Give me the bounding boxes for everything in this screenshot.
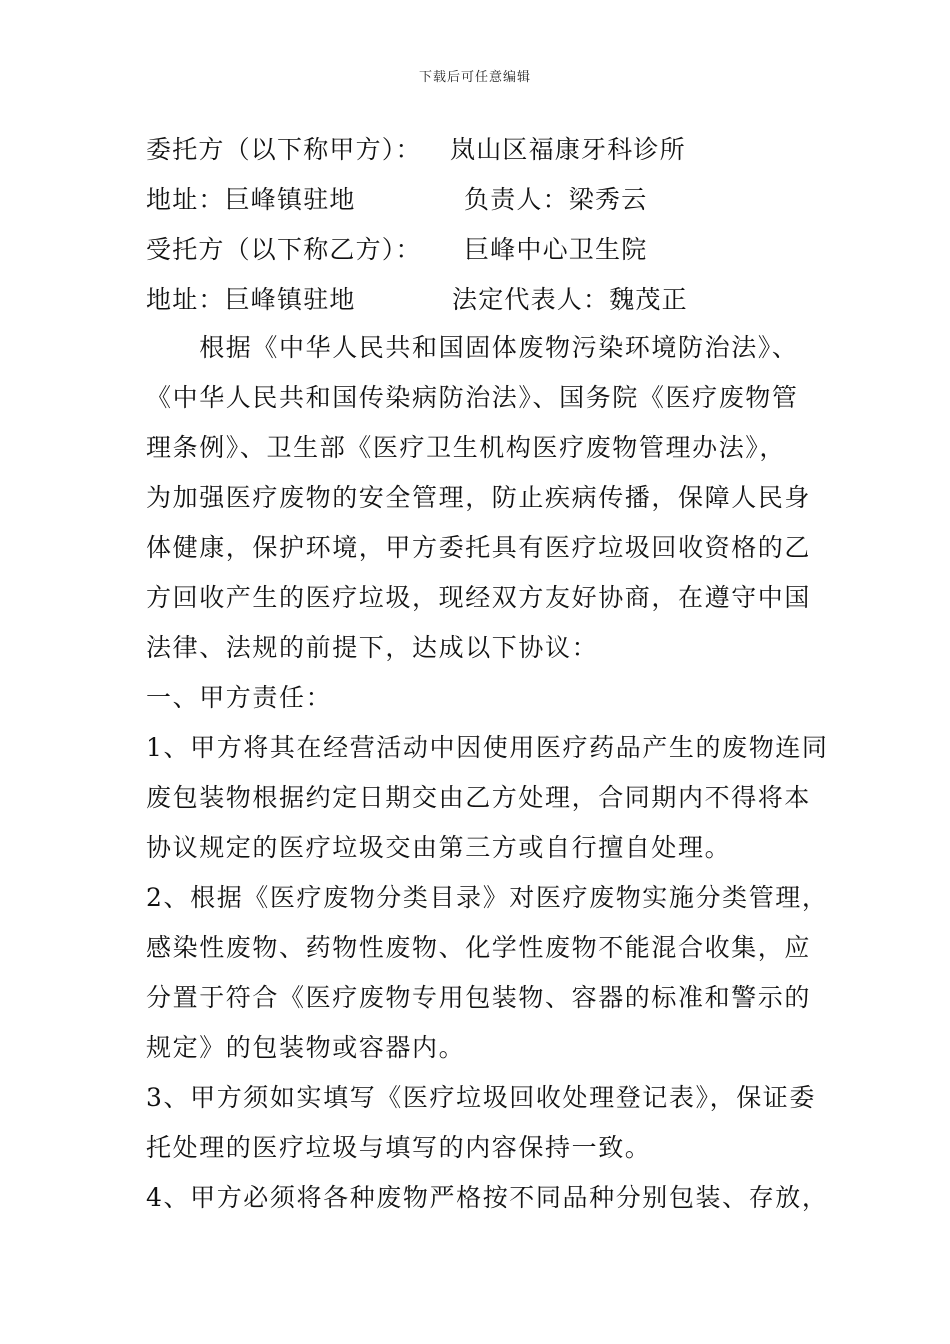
body-line: 废包装物根据约定日期交由乙方处理，合同期内不得将本: [146, 783, 812, 812]
contractor-person: 法定代表人：魏茂正: [452, 285, 688, 314]
contractor-label: 受托方（以下称乙方）：: [146, 235, 422, 264]
body-line: 感染性废物、药物性废物、化学性废物不能混合收集，应: [146, 933, 812, 962]
body-line: 理条例》、卫生部《医疗卫生机构医疗废物管理办法》，: [146, 433, 787, 462]
client-name: 岚山区福康牙科诊所: [450, 135, 686, 164]
body-line: 4、甲方必须将各种废物严格按不同品种分别包装、存放，: [146, 1183, 829, 1212]
body-line: 规定》的包装物或容器内。: [146, 1033, 466, 1062]
contractor-name: 巨峰中心卫生院: [464, 235, 648, 264]
body-line: 体健康，保护环境，甲方委托具有医疗垃圾回收资格的乙: [146, 533, 812, 562]
header-note: 下载后可任意编辑: [418, 70, 531, 85]
body-line: 3、甲方须如实填写《医疗垃圾回收处理登记表》，保证委: [146, 1083, 817, 1112]
body-line: 1、甲方将其在经营活动中因使用医疗药品产生的废物连同: [146, 733, 829, 762]
body-line: 《中华人民共和国传染病防治法》、国务院《医疗废物管: [146, 383, 799, 412]
contractor-address: 地址：巨峰镇驻地: [146, 285, 356, 314]
body-line: 分置于符合《医疗废物专用包装物、容器的标准和警示的: [146, 983, 812, 1012]
body-line: 托处理的医疗垃圾与填写的内容保持一致。: [146, 1133, 652, 1162]
body-line: 法律、法规的前提下，达成以下协议：: [146, 633, 599, 662]
client-person: 负责人：梁秀云: [464, 185, 648, 214]
section-heading: 一、甲方责任：: [146, 683, 333, 712]
body-line: 协议规定的医疗垃圾交由第三方或自行擅自处理。: [146, 833, 732, 862]
body-line: 2、根据《医疗废物分类目录》对医疗废物实施分类管理，: [146, 883, 829, 912]
body-line: 根据《中华人民共和国固体废物污染环境防治法》、: [146, 333, 799, 362]
agreement-body: [146, 323, 829, 1223]
client-address: 地址：巨峰镇驻地: [146, 185, 356, 214]
client-label: 委托方（以下称甲方）：: [146, 135, 422, 164]
body-line: 方回收产生的医疗垃圾，现经双方友好协商，在遵守中国: [146, 583, 812, 612]
body-line: 为加强医疗废物的安全管理，防止疾病传播，保障人民身: [146, 483, 812, 512]
